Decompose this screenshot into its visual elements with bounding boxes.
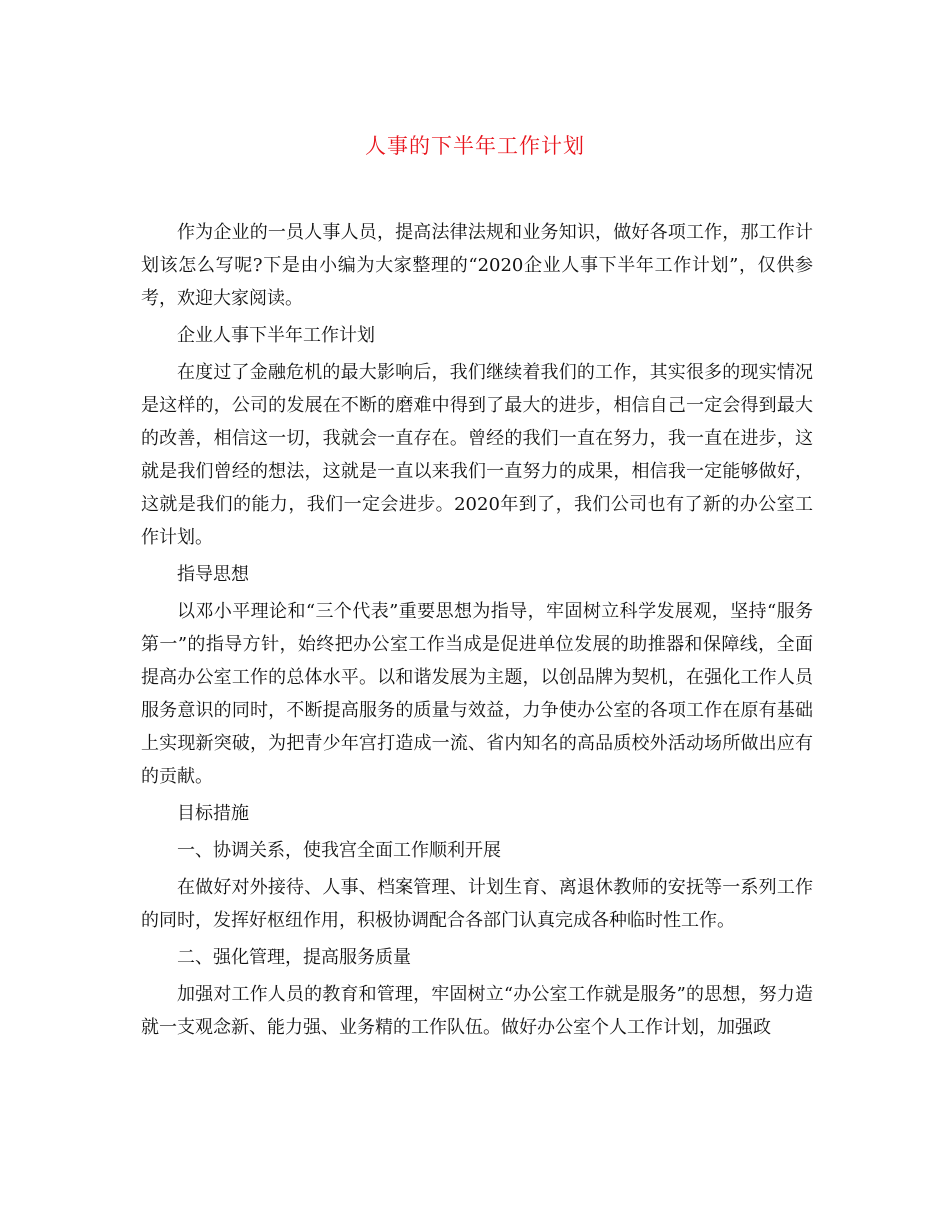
section-heading-guiding-thought: 指导思想 [177,564,249,585]
section-heading-goals: 目标措施 [177,803,249,824]
document-title: 人事的下半年工作计划 [365,134,585,158]
paragraph-intro: 作为企业的一员人事人员，提高法律法规和业务知识，做好各项工作，那工作计划该怎么写呢?下是由小编为大家整理的“2020企业人事下半年工作计划”，仅供参考，欢迎大家阅读。 [141,222,813,309]
document-body [141,216,813,1048]
subheading-coordination: 一、协调关系，使我宫全面工作顺利开展 [177,840,501,861]
paragraph-guiding-thought: 以邓小平理论和“三个代表”重要思想为指导，牢固树立科学发展观，坚持“服务第一”的指导方针，始终把办公室工作当成是促进单位发展的助推器和保障线，全面提高办公室工作的总体水平。以和谐发展为主题，以创品牌为契机，在强化工作人员服务意识的同时，不断提高服务的质量与效益，力争使办公室的各项工作在原有基础上实现新突破，为把青少年宫打造成一流、省内知名的高品质校外活动场所做出应有的贡献。 [141,601,813,787]
section-heading-plan: 企业人事下半年工作计划 [177,325,375,346]
subheading-management: 二、强化管理，提高服务质量 [177,947,411,968]
paragraph-management: 加强对工作人员的教育和管理，牢固树立“办公室工作就是服务”的思想，努力造就一支观念新、能力强、业务精的工作队伍。做好办公室个人工作计划，加强政 [141,984,813,1038]
paragraph-coordination: 在做好对外接待、人事、档案管理、计划生育、离退休教师的安抚等一系列工作的同时，发挥好枢纽作用，积极协调配合各部门认真完成各种临时性工作。 [141,877,813,931]
paragraph-background: 在度过了金融危机的最大影响后，我们继续着我们的工作，其实很多的现实情况是这样的，公司的发展在不断的磨难中得到了最大的进步，相信自己一定会得到最大的改善，相信这一切，我就会一直存在。曾经的我们一直在努力，我一直在进步，这就是我们曾经的想法，这就是一直以来我们一直努力的成果，相信我一定能够做好，这就是我们的能力，我们一定会进步。2020年到了，我们公司也有了新的办公室工作计划。 [141,362,813,548]
